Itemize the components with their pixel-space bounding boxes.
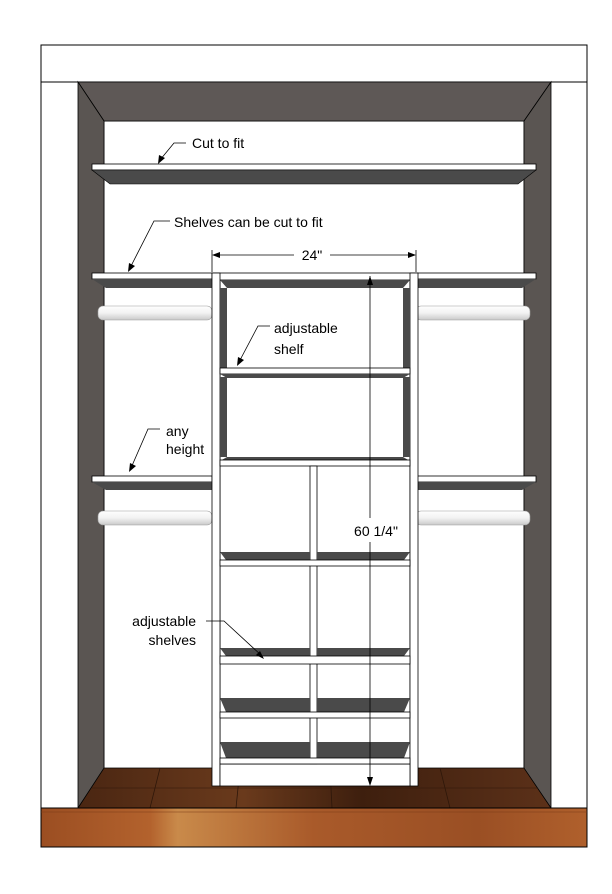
upper-shelf-right bbox=[416, 273, 536, 288]
width-dimension-label: 24" bbox=[301, 247, 323, 263]
lower-rod-right bbox=[416, 511, 530, 525]
tower-fixed-shelf bbox=[220, 457, 410, 466]
tower-center-divider bbox=[310, 466, 317, 764]
callout-any-height-line2: height bbox=[166, 441, 205, 457]
lower-rod-left bbox=[98, 511, 212, 525]
upper-rod-left bbox=[98, 306, 212, 320]
height-dimension-label: 60 1/4" bbox=[354, 523, 398, 539]
callout-any-height-line1: any bbox=[166, 423, 189, 439]
upper-rod-right bbox=[416, 306, 530, 320]
callout-shelves-cut-to-fit: Shelves can be cut to fit bbox=[174, 214, 323, 230]
callout-cut-to-fit: Cut to fit bbox=[192, 135, 245, 151]
top-shelf bbox=[92, 164, 536, 184]
callout-adjustable-shelves-line1: adjustable bbox=[132, 613, 196, 629]
tower-adjustable-shelf-upper bbox=[220, 368, 410, 378]
lower-shelf-left bbox=[92, 476, 212, 490]
callout-adjustable-shelf-line1: adjustable bbox=[274, 320, 338, 336]
lower-shelf-right bbox=[416, 476, 536, 490]
callout-adjustable-shelf-line2: shelf bbox=[274, 341, 304, 357]
upper-shelf-left bbox=[92, 273, 212, 288]
callout-adjustable-shelves-line2: shelves bbox=[148, 632, 196, 648]
